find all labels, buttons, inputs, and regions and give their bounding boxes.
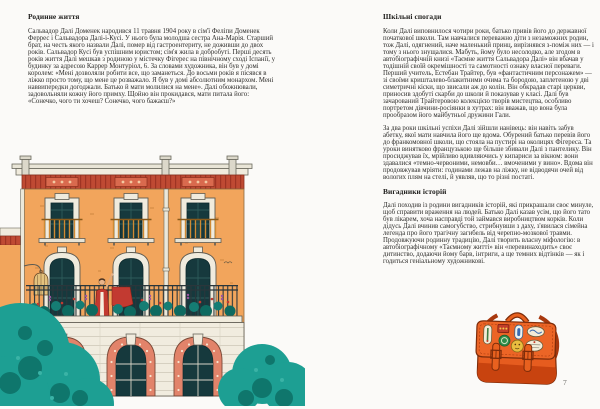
red-drape <box>112 287 133 307</box>
top-window-1 <box>39 194 85 246</box>
top-window-3 <box>175 194 221 246</box>
frieze <box>22 175 244 189</box>
ground-arch-3 <box>174 334 222 396</box>
paragraph-story-inventors: Далі походив із родини вигадників історій, які прикрашали своє минуле, щоб справити враження на людей. Батько Далі казав усім, що його тато був лікарем, хоча насправді той займався виробництвом корків. Коли дідусь Далі вчинив самогубство, стрибнувши з даху, з'явилася сімейна легенда про його трагічну загибель від черепно-мозкової травми. Продовжуючи родинну традицію, Далі творить власну міфологію: в автобіографічному «Таємному житті» він «перевинаходить» своє дитинство, додаючи йому барв, інтриги, а ще темних відтінків — як і годиться геніальному художникові. <box>383 202 594 265</box>
page-number: 7 <box>563 378 567 387</box>
paragraph-school-memories-2: За два роки шкільні успіхи Далі зійшли нанівець: він навіть забув абетку, якої мати навчила його ще вдома. Обурений батько перевів його до франкомовної школи, що стояла на пустирі на околицях Фігереса. Та уроки винятково французькою ще більше збивали Далі з пантелику. Він просиджував їх, мрійливо вдивляючись у кипариси за вікном: вони здавалися «темно-червоними, немовби… вмоченими у вино». Вдома він продовжував мріяти: годинами лежав на ліжку, не відводячи очей від вологих плям на стелі, й уявляв, що то різні постаті. <box>383 124 593 181</box>
heading-family-life: Родинне життя <box>28 12 80 21</box>
paragraph-family-life: Сальвадор Далі Доменек народився 11 травня 1904 року в сім'ї Феліпи Доменек Феррес і Сальвадора Далі-і-Кусі. У нього була молодша сестра Ана-Марія. Старший брат, на честь якого назвали Далі, помер від гастроентериту, не доживши до двох років. Сальвадор Кусі був успішним юристом; сім'я жила в добробуті. Перші десять років життя Далі мешкав з родиною у містечку Фігерес на північному сході Іспанії, у будинку за адресою Каррер Монтуріол, 6. За словами художника, він був у домі королем: «Мені дозволяли робити все, що заманеться. До восьми років я пісявся в ліжко просто тому, що мене це розважало. Я був у домі абсолютним монархом. Мені наввипередки догоджали. Батько й мати молилися на мене». Далі обожнювали, задовольняли кожну його примху. Щойно він прокидався, мати питала його: «Сонечко, чого ти хочеш? Сонечко, чого бажаєш?» <box>28 27 276 105</box>
right-column <box>383 13 594 271</box>
paragraph-school-memories-1: Коли Далі виповнилося чотири роки, батько привів його до державної початкової школи. Там навчалися переважно діти з незаможних родин, тож Далі, одягнений, наче маленький принц, вирізнявся з-поміж них — і тому з нього знущалися. Мабуть, йому було несолодко, але згодом в автобіографічній книзі «Таємне життя Сальвадора Далі» він вбачав у тодішній своїй окремішності та самотності ознаку власної переваги. Перший учитель, Естебан Трайтер, був «фантастичним персонажем» — зі своїми кришталево-блакитними очима та бородою, заплетеною у дві симетричні кіски, що звисали аж до колін. Він обкрадав старі церкви, приносив здобуті скарби до школи й показував у класі. Далі був зачарований Трайтеровою колекцією творів мистецтва, особливо портретом дівчини-росіянки в хутрах: він вважав, що вона була прообразом його майбутньої дружини Гали. <box>383 27 594 119</box>
satchel-illustration <box>462 296 570 398</box>
left-column <box>28 13 276 111</box>
building-illustration <box>0 148 305 406</box>
heading-school-memories: Шкільні спогади <box>383 12 442 21</box>
ground-arch-2 <box>107 334 155 396</box>
heading-story-inventors: Вигадники історій <box>383 186 447 196</box>
top-window-2 <box>108 194 154 246</box>
cornice <box>12 156 252 176</box>
